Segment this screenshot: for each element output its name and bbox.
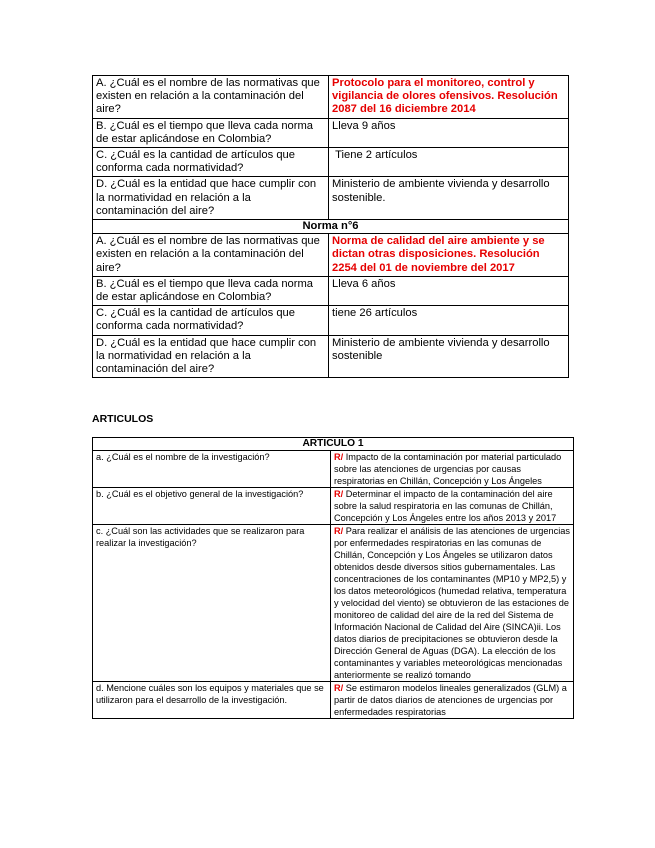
table-row (93, 276, 569, 305)
answer-cell: Tiene 2 artículos (329, 148, 569, 177)
table-row (93, 525, 574, 682)
articulo-1-table (92, 437, 574, 719)
answer-cell: Ministerio de ambiente vivienda y desarrollo sostenible (329, 335, 569, 378)
table-row (93, 335, 569, 378)
answer-text: Para realizar el análisis de las atenciones de urgencias por enfermedades respiratorias en las comunas de Chillán, Concepción y Los Ángeles se utilizaron datos obtenidos desde diversos sitios gubernamentales. Las concentraciones de los contaminantes (MP10 y MP2,5) y los datos meteorológicos (humedad relativa, temperatura y velocidad del viento) se obtuvieron de las estaciones de monitoreo de calidad del aire de la red del Sistema de Información Nacional de Calidad del Aire (SINCA)ii. Los datos diarios de precipitaciones se obtuvieron desde la Dirección General de Aguas (DGA). La elección de los contaminantes y variables meteorológicas mencionadas anteriormente se realizó tomando (334, 526, 570, 680)
articulos-heading: ARTICULOS (92, 413, 154, 425)
section-header-row (93, 220, 569, 234)
articulo-1-header: ARTICULO 1 (93, 438, 574, 451)
answer-cell: Lleva 6 años (329, 276, 569, 305)
table-row (93, 682, 574, 719)
answer-cell: Ministerio de ambiente vivienda y desarrollo sostenible. (329, 177, 569, 220)
answer-prefix: R/ (334, 489, 344, 499)
question-cell: A. ¿Cuál es el nombre de las normativas que existen en relación a la contaminación del aire? (93, 76, 329, 119)
question-cell: B. ¿Cuál es el tiempo que lleva cada norma de estar aplicándose en Colombia? (93, 276, 329, 305)
table-row (93, 306, 569, 335)
answer-text: Determinar el impacto de la contaminación del aire sobre la salud respiratoria en las comunas de Chillán, Concepción y Los Ángeles entre los años 2013 y 2017 (334, 489, 557, 523)
answer-cell (331, 525, 574, 682)
question-cell: B. ¿Cuál es el tiempo que lleva cada norma de estar aplicándose en Colombia? (93, 118, 329, 147)
question-cell: C. ¿Cuál es la cantidad de artículos que conforma cada normatividad? (93, 306, 329, 335)
answer-prefix: R/ (334, 683, 344, 693)
answer-text: Se estimaron modelos lineales generalizados (GLM) a partir de datos diarios de atenciones de urgencias por enfermedades respiratorias (334, 683, 567, 717)
table-row (93, 118, 569, 147)
table-row (93, 76, 569, 119)
answer-cell (331, 451, 574, 488)
question-cell: D. ¿Cuál es la entidad que hace cumplir con la normatividad en relación a la contaminación del aire? (93, 177, 329, 220)
table-row (93, 488, 574, 525)
answer-text: Impacto de la contaminación por material particulado sobre las atenciones de urgencias por causas respiratorias en Chillán, Concepción y Los Ángeles (334, 452, 562, 486)
answer-cell: Lleva 9 años (329, 118, 569, 147)
answer-cell: Protocolo para el monitoreo, control y vigilancia de olores ofensivos. Resolución 2087 del 16 diciembre 2014 (329, 76, 569, 119)
norma-6-header: Norma n°6 (93, 220, 569, 234)
question-cell: a. ¿Cuál es el nombre de la investigación? (93, 451, 331, 488)
question-cell: A. ¿Cuál es el nombre de las normativas que existen en relación a la contaminación del aire? (93, 234, 329, 277)
question-cell: b. ¿Cuál es el objetivo general de la investigación? (93, 488, 331, 525)
answer-cell: tiene 26 artículos (329, 306, 569, 335)
answer-prefix: R/ (334, 526, 344, 536)
normas-table (92, 75, 569, 378)
answer-cell (331, 682, 574, 719)
answer-cell (331, 488, 574, 525)
table-row (93, 177, 569, 220)
table-row (93, 148, 569, 177)
question-cell: C. ¿Cuál es la cantidad de artículos que conforma cada normatividad? (93, 148, 329, 177)
table-row (93, 234, 569, 277)
question-cell: d. Mencione cuáles son los equipos y materiales que se utilizaron para el desarrollo de la investigación. (93, 682, 331, 719)
table-row (93, 451, 574, 488)
answer-cell: Norma de calidad del aire ambiente y se dictan otras disposiciones. Resolución 2254 del 01 de noviembre del 2017 (329, 234, 569, 277)
question-cell: D. ¿Cuál es la entidad que hace cumplir con la normatividad en relación a la contaminación del aire? (93, 335, 329, 378)
answer-prefix: R/ (334, 452, 344, 462)
question-cell: c. ¿Cuál son las actividades que se realizaron para realizar la investigación? (93, 525, 331, 682)
section-header-row (93, 438, 574, 451)
